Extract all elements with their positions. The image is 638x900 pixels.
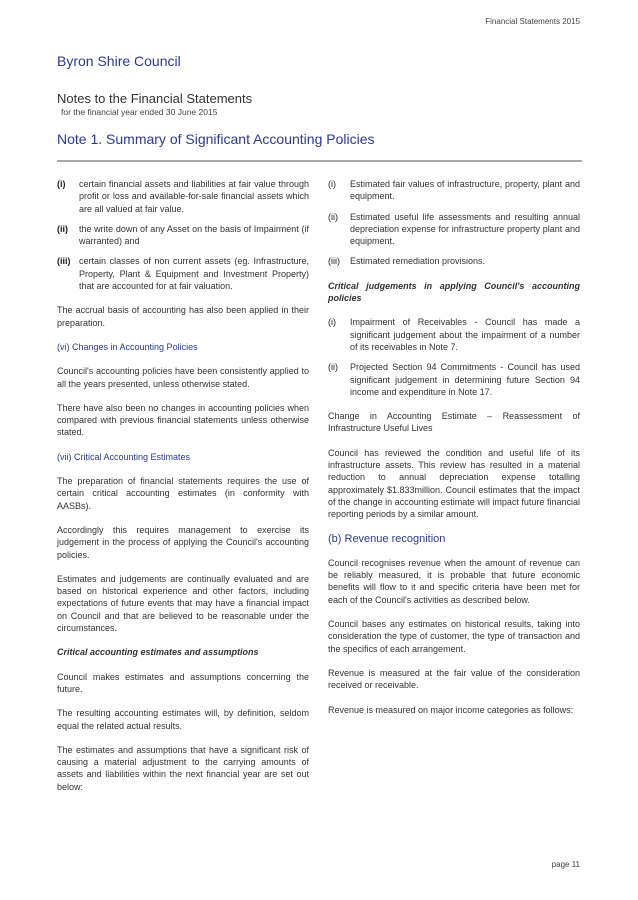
list-marker: (iii) <box>328 256 340 267</box>
paragraph: The estimates and assumptions that have a significant risk of causing a material adjustment to the carrying amounts of assets and liabilities within the next financial year are set out below: <box>57 744 309 792</box>
running-header: Financial Statements 2015 <box>485 17 580 26</box>
list-item <box>328 316 580 353</box>
note-title: Note 1. Summary of Significant Accounting Policies <box>57 131 375 147</box>
paragraph: Council makes estimates and assumptions concerning the future. <box>57 671 309 694</box>
page-number: page 11 <box>551 860 580 869</box>
council-name: Byron Shire Council <box>57 53 181 69</box>
heading-revenue-recognition: (b) Revenue recognition <box>328 532 446 545</box>
title-divider <box>57 160 582 162</box>
list-text: Estimated fair values of infrastructure, property, plant and equipment. <box>350 179 580 202</box>
list-marker: (i) <box>328 317 336 328</box>
list-text: Estimated useful life assessments and resulting annual depreciation expense for infrastructure property plant and equipment. <box>350 211 580 247</box>
heading-critical-estimates: (vii) Critical Accounting Estimates <box>57 451 191 462</box>
list-text: certain classes of non current assets (eg. Infrastructure, Property, Plant & Equipment and Investment Property) that are accounted for at fair valuation. <box>79 256 309 292</box>
document-subtitle: for the financial year ended 30 June 2015 <box>61 107 218 117</box>
paragraph: Revenue is measured at the fair value of the consideration received or receivable. <box>328 667 580 691</box>
paragraph-accrual: The accrual basis of accounting has also been applied in their preparation. <box>57 305 309 328</box>
list-marker: (ii) <box>328 362 338 373</box>
list-item <box>57 223 309 248</box>
paragraph: The preparation of financial statements requires the use of certain critical accounting estimates (in conformity with AASBs). <box>57 476 309 511</box>
paragraph: Estimates and judgements are continually evaluated and are based on historical experience and other factors, including expectations of future events that may have a financial impact on Council and that are believed to be reasonable under the circumstances. <box>57 573 309 634</box>
list-item <box>57 178 309 215</box>
paragraph: There have also been no changes in accounting policies when compared with previous financial statements unless otherwise stated. <box>57 402 309 438</box>
list-item <box>328 178 580 203</box>
paragraph: Accordingly this requires management to exercise its judgement in the process of applying the Council's accounting policies. <box>57 524 309 560</box>
left-column <box>57 178 309 805</box>
heading-changes-policies: (vi) Changes in Accounting Policies <box>57 341 198 352</box>
list-text: the write down of any Asset on the basis of Impairment (if warranted) and <box>79 223 309 247</box>
paragraph: Revenue is measured on major income categories as follows: <box>328 704 574 715</box>
paragraph: Council bases any estimates on historical results, taking into consideration the type of customer, the type of transaction and the specifics of each arrangement. <box>328 619 580 654</box>
list-marker: (ii) <box>57 223 68 234</box>
paragraph: Council recognises revenue when the amount of revenue can be reliably measured, it is probable that future economic benefits will flow to it and specific criteria have been met for each of the Council's activities as described below. <box>328 557 580 605</box>
list-item <box>328 255 580 267</box>
list-item <box>57 255 309 292</box>
paragraph: The resulting accounting estimates will, by definition, seldom equal the related actual results. <box>57 708 309 731</box>
list-item <box>328 211 580 248</box>
list-text: certain financial assets and liabilities at fair value through profit or loss and available-for-sale financial assets which are all valued at fair value. <box>79 179 309 214</box>
paragraph: Council has reviewed the condition and useful life of its infrastructure assets. This review has resulted in a material reduction to annual depreciation expense totalling approximately $1.833million. Council estimates that the impact of the change in accounting estimate will impact future financial reporting periods by a similar amount. <box>328 447 580 520</box>
heading-estimates-assumptions: Critical accounting estimates and assumptions <box>57 647 259 658</box>
list-marker: (i) <box>328 179 336 189</box>
list-marker: (i) <box>57 179 66 189</box>
paragraph: Council's accounting policies have been consistently applied to all the years presented, unless otherwise stated. <box>57 366 309 389</box>
list-text: Estimated remediation provisions. <box>350 256 486 267</box>
list-marker: (iii) <box>57 256 71 267</box>
list-marker: (ii) <box>328 211 338 222</box>
heading-critical-judgements: Critical judgements in applying Council's accounting policies <box>328 280 580 304</box>
right-column <box>328 178 580 728</box>
list-text: Projected Section 94 Commitments - Council has used significant judgement in determining future Section 94 income and expenditure in Note 17. <box>350 362 580 397</box>
list-text: Impairment of Receivables - Council has made a significant judgement about the impairment of a number of its receivables in Note 7. <box>350 317 580 352</box>
document-title: Notes to the Financial Statements <box>57 91 253 106</box>
paragraph-change-estimate: Change in Accounting Estimate – Reassessment of Infrastructure Useful Lives <box>328 411 580 434</box>
list-item <box>328 361 580 398</box>
